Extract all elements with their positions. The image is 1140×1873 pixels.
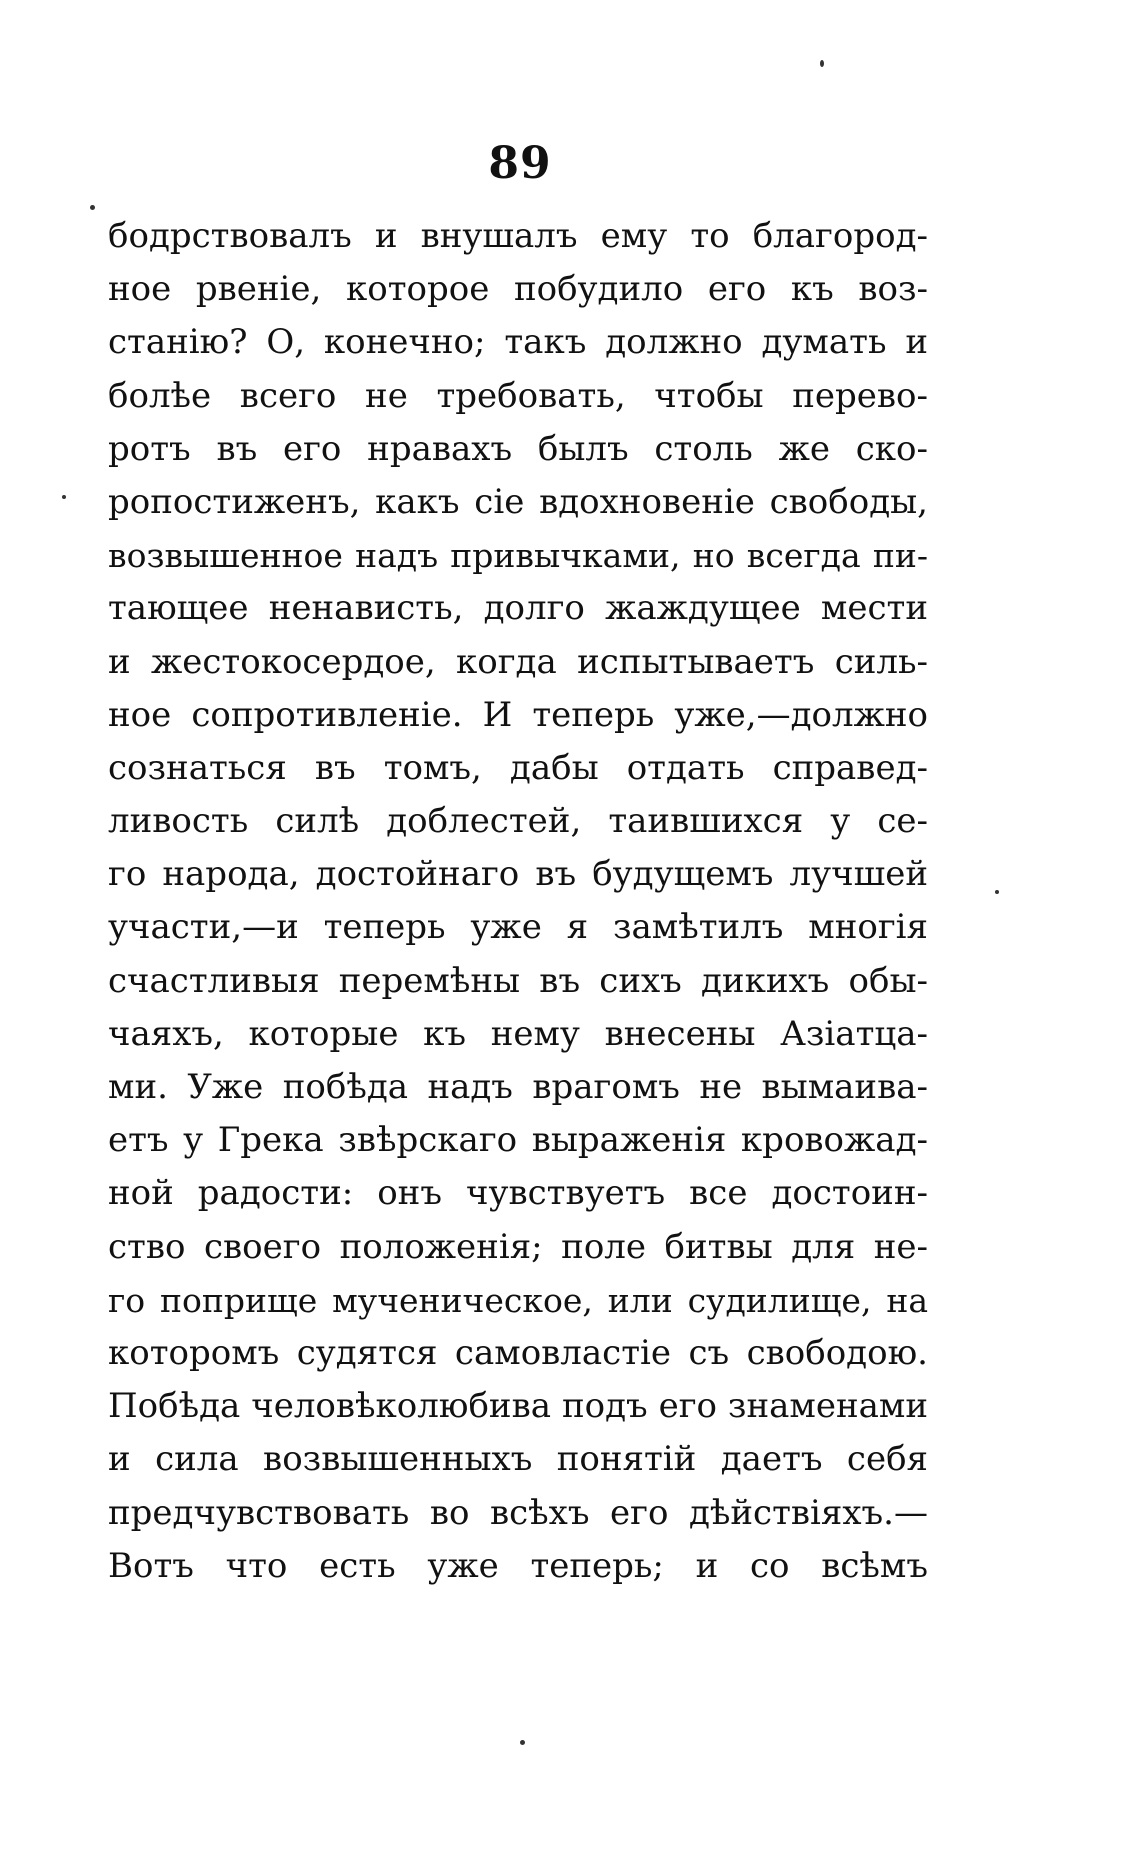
text-line: ливость силѣ доблестей, таившихся у се-: [108, 801, 928, 842]
scan-speck: [820, 60, 824, 67]
scan-speck: [995, 890, 999, 894]
text-line: ми. Уже побѣда надъ врагомъ не вымаива-: [108, 1067, 928, 1107]
text-line: ропостиженъ, какъ сіе вдохновеніе свободы,: [108, 481, 928, 522]
text-line: возвышенное надъ привычками, но всегда пи-: [108, 536, 928, 576]
text-line: которомъ судятся самовластіе съ свободою.: [108, 1332, 928, 1373]
text-line: ное рвеніе, которое побудило его къ воз-: [108, 269, 928, 310]
scan-speck: [520, 1740, 525, 1745]
text-line: станію? О, конечно; такъ должно думать и: [108, 322, 928, 363]
text-line: предчувствовать во всѣхъ его дѣйствіяхъ.—: [108, 1492, 928, 1533]
text-line: го народа, достойнаго въ будущемъ лучшей: [108, 854, 928, 895]
scan-speck: [90, 205, 95, 210]
text-line: участи,—и теперь уже я замѣтилъ многія: [108, 907, 928, 948]
text-line: и сила возвышенныхъ понятій даетъ себя: [108, 1439, 928, 1480]
text-line: ство своего положенія; поле битвы для не-: [108, 1226, 928, 1267]
text-line: ной радости: онъ чувствуетъ все достоин-: [108, 1173, 928, 1214]
text-line: ное сопротивленіе. И теперь уже,—должно: [108, 694, 928, 735]
text-line: Побѣда человѣколюбива подъ его знаменами: [108, 1386, 928, 1427]
body-text: [108, 210, 928, 1593]
page-number: 89: [488, 138, 552, 189]
text-line: и жестокосердое, когда испытываетъ силь-: [108, 641, 928, 682]
text-line: етъ у Грека звѣрскаго выраженія кровожад-: [108, 1120, 928, 1161]
text-line: счастливыя перемѣны въ сихъ дикихъ обы-: [108, 960, 928, 1001]
scan-speck: [62, 495, 66, 499]
text-line: чаяхъ, которые къ нему внесены Азіатца-: [108, 1013, 928, 1054]
text-line: сознаться въ томъ, дабы отдать справед-: [108, 747, 928, 788]
text-line: бодрствовалъ и внушалъ ему то благород-: [108, 216, 928, 256]
text-line: Вотъ что есть уже теперь; и со всѣмъ: [108, 1545, 928, 1586]
text-line: го поприще мученическое, или судилище, на: [108, 1280, 928, 1320]
text-line: болѣе всего не требовать, чтобы перево-: [108, 375, 928, 416]
text-line: тающее ненависть, долго жаждущее мести: [108, 588, 928, 629]
text-line: ротъ въ его нравахъ былъ столь же ско-: [108, 428, 928, 469]
